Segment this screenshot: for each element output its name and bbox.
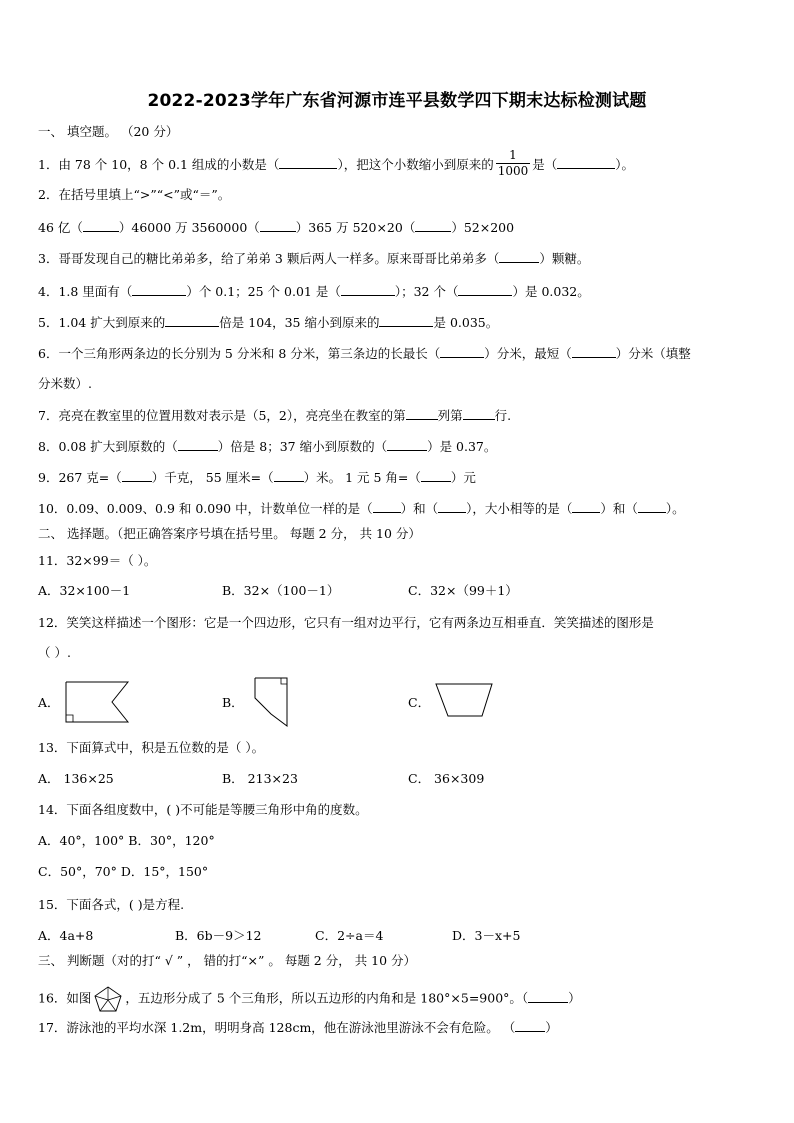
answer-blank[interactable] [438,500,466,513]
shape-c-icon [434,682,494,720]
question-15-option-c[interactable]: C．2÷a＝4 [315,928,384,943]
question-7: 7．亮亮在教室里的位置用数对表示是（5，2），亮亮坐在教室的第 列第 行. [38,408,512,423]
answer-blank[interactable] [421,469,451,482]
shape-b-icon [253,676,291,728]
question-8: 8．0.08 扩大到原数的（ ）倍是 8；37 缩小到原数的（ ）是 0.37。 [38,439,497,454]
answer-blank[interactable] [499,250,539,263]
section-judge-title: 三、 判断题（对的打“ √ ” ， 错的打“×” 。 每题 2 分， 共 10 分） [38,953,417,968]
answer-blank[interactable] [406,407,438,420]
question-11-option-c[interactable]: C．32×（99＋1） [408,583,518,598]
answer-blank[interactable] [132,283,186,296]
answer-blank[interactable] [515,1019,545,1032]
question-13-option-c[interactable]: C． 36×309 [408,771,485,786]
shape-a-icon [64,680,130,724]
question-12: 12．笑笑这样描述一个图形：它是一个四边形，它只有一组对边平行，它有两条边互相垂直．笑笑描述的图形是 [38,615,654,630]
answer-blank[interactable] [279,156,337,169]
question-15-option-d[interactable]: D．3－x+5 [452,928,521,943]
answer-blank[interactable] [572,345,616,358]
question-13-option-a[interactable]: A． 136×25 [38,771,114,786]
question-9: 9．267 克=（ ）千克， 55 厘米=（ ）米。 1 元 5 角=（ ）元 [38,470,476,485]
question-15: 15．下面各式，( )是方程. [38,897,185,912]
question-6-cont: 分米数）. [38,376,92,391]
answer-blank[interactable] [458,283,512,296]
question-10: 10．0.09、0.009、0.9 和 0.090 中，计数单位一样的是（ ）和（ ），大小相等的是（ ）和（ ）。 [38,501,685,516]
answer-blank[interactable] [387,438,427,451]
question-2-row: 46 亿（ ）46000 万 3560000（ ）365 万 520×20（ ）52×200 [38,220,515,235]
pentagon-icon [93,985,123,1013]
question-16: 16．如图 ，五边形分成了 5 个三角形，所以五边形的内角和是 180°×5=900°。（ ） [38,985,581,1013]
answer-blank[interactable] [274,469,304,482]
question-11-option-a[interactable]: A．32×100－1 [38,583,131,598]
question-13: 13．下面算式中，积是五位数的是（ ）。 [38,740,265,755]
answer-blank[interactable] [178,438,218,451]
fraction: $\frac{1}{1000}$ [497,148,529,178]
answer-blank[interactable] [83,219,119,232]
question-2: 2．在括号里填上“>”“<”或“＝”。 [38,187,231,202]
question-5: 5．1.04 扩大到原来的 倍是 104，35 缩小到原来的 是 0.035。 [38,315,499,330]
question-1: 1．由 78 个 10，8 个 0.1 组成的小数是（ ），把这个小数缩小到原来的 $\frac{1}{1000}$ 是（ ）。 [38,148,635,178]
question-15-option-b[interactable]: B．6b－9＞12 [175,928,262,943]
question-13-option-b[interactable]: B． 213×23 [222,771,298,786]
answer-blank[interactable] [379,314,433,327]
answer-blank[interactable] [165,314,219,327]
question-14-options-ab[interactable]: A．40°，100° B．30°，120° [38,833,215,848]
question-17: 17．游泳池的平均水深 1.2m，明明身高 128cm，他在游泳池里游泳不会有危险。 （ ） [38,1020,558,1035]
answer-blank[interactable] [415,219,451,232]
question-3: 3．哥哥发现自己的糖比弟弟多，给了弟弟 3 颗后两人一样多。原来哥哥比弟弟多（ ）颗糖。 [38,251,590,266]
answer-blank[interactable] [528,990,568,1003]
question-4: 4．1.8 里面有（ ）个 0.1；25 个 0.01 是（ ）；32 个（ ）是 0.032。 [38,284,590,299]
answer-blank[interactable] [463,407,495,420]
answer-blank[interactable] [440,345,484,358]
question-14: 14．下面各组度数中，( )不可能是等腰三角形中角的度数。 [38,802,368,817]
page-title: 2022-2023学年广东省河源市连平县数学四下期末达标检测试题 [147,91,647,111]
answer-blank[interactable] [373,500,401,513]
section-fill-in-title: 一、 填空题。 （20 分） [38,124,179,139]
question-12-option-b[interactable]: B． [222,695,244,710]
question-11: 11．32×99＝（ ）。 [38,553,157,568]
question-12-option-a[interactable]: A． [38,695,60,710]
section-choice-title: 二、 选择题。（把正确答案序号填在括号里。 每题 2 分， 共 10 分） [38,526,421,541]
answer-blank[interactable] [557,156,615,169]
answer-blank[interactable] [638,500,666,513]
question-11-option-b[interactable]: B．32×（100－1） [222,583,340,598]
question-6: 6．一个三角形两条边的长分别为 5 分米和 8 分米，第三条边的长最长（ ）分米，最短（ ）分米（填整 [38,346,691,361]
question-12-cont: （ ）. [38,645,71,660]
answer-blank[interactable] [260,219,296,232]
question-14-options-cd[interactable]: C．50°，70° D．15°，150° [38,864,209,879]
question-15-option-a[interactable]: A．4a+8 [38,928,94,943]
question-12-option-c[interactable]: C． [408,695,431,710]
answer-blank[interactable] [122,469,152,482]
answer-blank[interactable] [341,283,395,296]
answer-blank[interactable] [572,500,600,513]
